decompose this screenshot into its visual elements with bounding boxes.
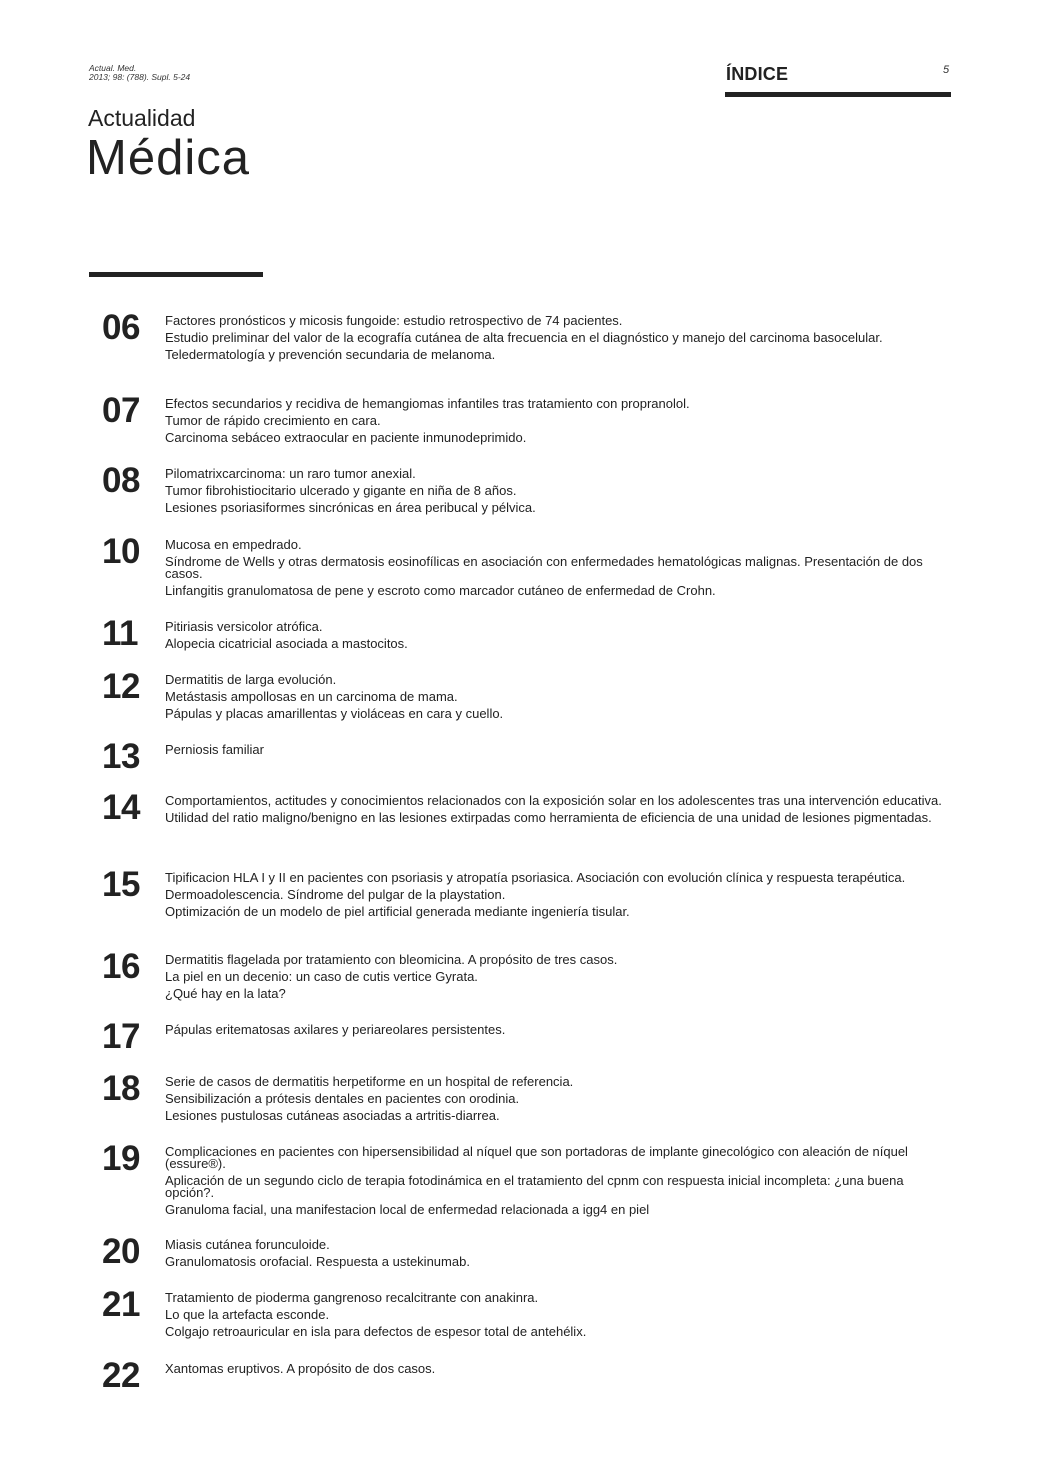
toc-article-list [165,1024,947,1041]
page-number: 5 [943,64,950,76]
toc-article-list [165,539,947,602]
toc-article-title: Pitiriasis versicolor atrófica. [165,619,323,634]
section-title: ÍNDICE [726,64,789,84]
toc-article-title: Dermatitis flagelada por tratamiento con bleomicina. A propósito de tres casos. [165,952,618,967]
journal-logo [88,104,250,184]
toc-article-title: Miasis cutánea forunculoide. [165,1237,330,1252]
toc-page-number: 14 [102,788,140,827]
toc-article-list [165,315,947,366]
toc-article-title: Tumor de rápido crecimiento en cara. [165,413,381,428]
toc-article-list [165,621,947,655]
toc-article-list [165,674,947,725]
toc-page-number: 15 [102,865,140,904]
toc-article-title: Dermoadolescencia. Síndrome del pulgar de la playstation. [165,887,506,902]
toc-article-title: Síndrome de Wells y otras dermatosis eosinofílicas en asociación con enfermedades hematológicas malignas. Presentación de dos casos. [165,554,923,581]
logo-line-2: Médica [86,131,250,185]
toc-article-title: Comportamientos, actitudes y conocimientos relacionados con la exposición solar en los adolescentes tras una intervención educativa. [165,793,942,808]
toc-page-number: 08 [102,461,140,500]
toc-article-title: Pilomatrixcarcinoma: un raro tumor anexial. [165,466,416,481]
toc-article-list [165,1146,947,1221]
toc-article-list [165,872,947,923]
toc-article-title: Metástasis ampollosas en un carcinoma de mama. [165,689,458,704]
toc-article-title: Complicaciones en pacientes con hipersensibilidad al níquel que son portadoras de implante ginecológico con aleación de níquel (essure®). [165,1144,908,1171]
toc-page-number: 22 [102,1356,140,1395]
logo-rule [89,272,263,277]
toc-page-number: 11 [102,614,138,653]
toc-article-title: Alopecia cicatricial asociada a mastocitos. [165,636,408,651]
toc-article-title: ¿Qué hay en la lata? [165,986,286,1001]
toc-page-number: 13 [102,737,140,776]
toc-article-title: Pápulas eritematosas axilares y periareolares persistentes. [165,1022,506,1037]
toc-article-title: Sensibilización a prótesis dentales en pacientes con orodinia. [165,1091,520,1106]
toc-article-list [165,398,947,449]
toc-article-list [165,468,947,519]
toc-article-title: Lesiones psoriasiformes sincrónicas en área peribucal y pélvica. [165,500,536,515]
toc-page-number: 07 [102,391,140,430]
toc-article-title: Tipificacion HLA I y II en pacientes con psoriasis y atropatía psoriasica. Asociación con evolución clínica y respuesta terapéutica. [165,870,906,885]
toc-article-title: Utilidad del ratio maligno/benigno en las lesiones extirpadas como herramienta de eficiencia de una unidad de lesiones pigmentadas. [165,810,932,825]
section-title-rule [725,92,951,97]
toc-page-number: 10 [102,532,140,571]
toc-article-title: Carcinoma sebáceo extraocular en paciente inmunodeprimido. [165,430,527,445]
toc-article-list [165,1076,947,1127]
toc-article-title: Dermatitis de larga evolución. [165,672,337,687]
toc-article-title: Teledermatología y prevención secundaria de melanoma. [165,347,496,362]
toc-article-title: Tumor fibrohistiocitario ulcerado y gigante en niña de 8 años. [165,483,517,498]
toc-page-number: 21 [102,1285,140,1324]
toc-article-title: Linfangitis granulomatosa de pene y escroto como marcador cutáneo de enfermedad de Crohn. [165,583,716,598]
toc-article-title: Granulomatosis orofacial. Respuesta a ustekinumab. [165,1254,470,1269]
logo-line-1: Actualidad [88,105,196,131]
toc-article-list [165,795,947,829]
toc-article-title: Estudio preliminar del valor de la ecografía cutánea de alta frecuencia en el diagnóstico y manejo del carcinoma basocelular. [165,330,883,345]
toc-article-list [165,1363,947,1380]
toc-article-title: Tratamiento de pioderma gangrenoso recalcitrante con anakinra. [165,1290,539,1305]
toc-page-number: 20 [102,1232,140,1271]
toc-page-number: 17 [102,1017,140,1056]
toc-page-number: 16 [102,947,140,986]
toc-article-title: La piel en un decenio: un caso de cutis vertice Gyrata. [165,969,478,984]
toc-article-title: Xantomas eruptivos. A propósito de dos casos. [165,1361,436,1376]
toc-page-number: 12 [102,667,140,706]
toc-page-number: 19 [102,1139,140,1178]
toc-article-title: Perniosis familiar [165,742,264,757]
toc-article-title: Optimización de un modelo de piel artificial generada mediante ingeniería tisular. [165,904,630,919]
toc-article-title: Mucosa en empedrado. [165,537,302,552]
toc-page-number: 18 [102,1069,140,1108]
toc-article-list [165,954,947,1005]
toc-article-list [165,1292,947,1343]
toc-article-title: Aplicación de un segundo ciclo de terapia fotodinámica en el tratamiento del cpnm con respuesta inicial incompleta: ¿una buena opción?. [165,1173,904,1200]
toc-page-number: 06 [102,308,140,347]
toc-article-list [165,1239,947,1273]
citation-line-1: Actual. Med. [89,63,137,73]
toc-article-title: Granuloma facial, una manifestacion local de enfermedad relacionada a igg4 en piel [165,1202,650,1217]
toc-article-title: Colgajo retroauricular en isla para defectos de espesor total de antehélix. [165,1324,587,1339]
toc-article-title: Lo que la artefacta esconde. [165,1307,330,1322]
toc-article-title: Serie de casos de dermatitis herpetiforme en un hospital de referencia. [165,1074,574,1089]
toc-article-title: Efectos secundarios y recidiva de hemangiomas infantiles tras tratamiento con propranolol. [165,396,690,411]
toc-article-title: Factores pronósticos y micosis fungoide: estudio retrospectivo de 74 pacientes. [165,313,623,328]
toc-article-list [165,744,947,761]
toc-article-title: Lesiones pustulosas cutáneas asociadas a artritis-diarrea. [165,1108,500,1123]
toc-article-title: Pápulas y placas amarillentas y violáceas en cara y cuello. [165,706,504,721]
citation-line-2: 2013; 98: (788). Supl. 5-24 [89,72,191,82]
journal-citation [89,64,190,82]
